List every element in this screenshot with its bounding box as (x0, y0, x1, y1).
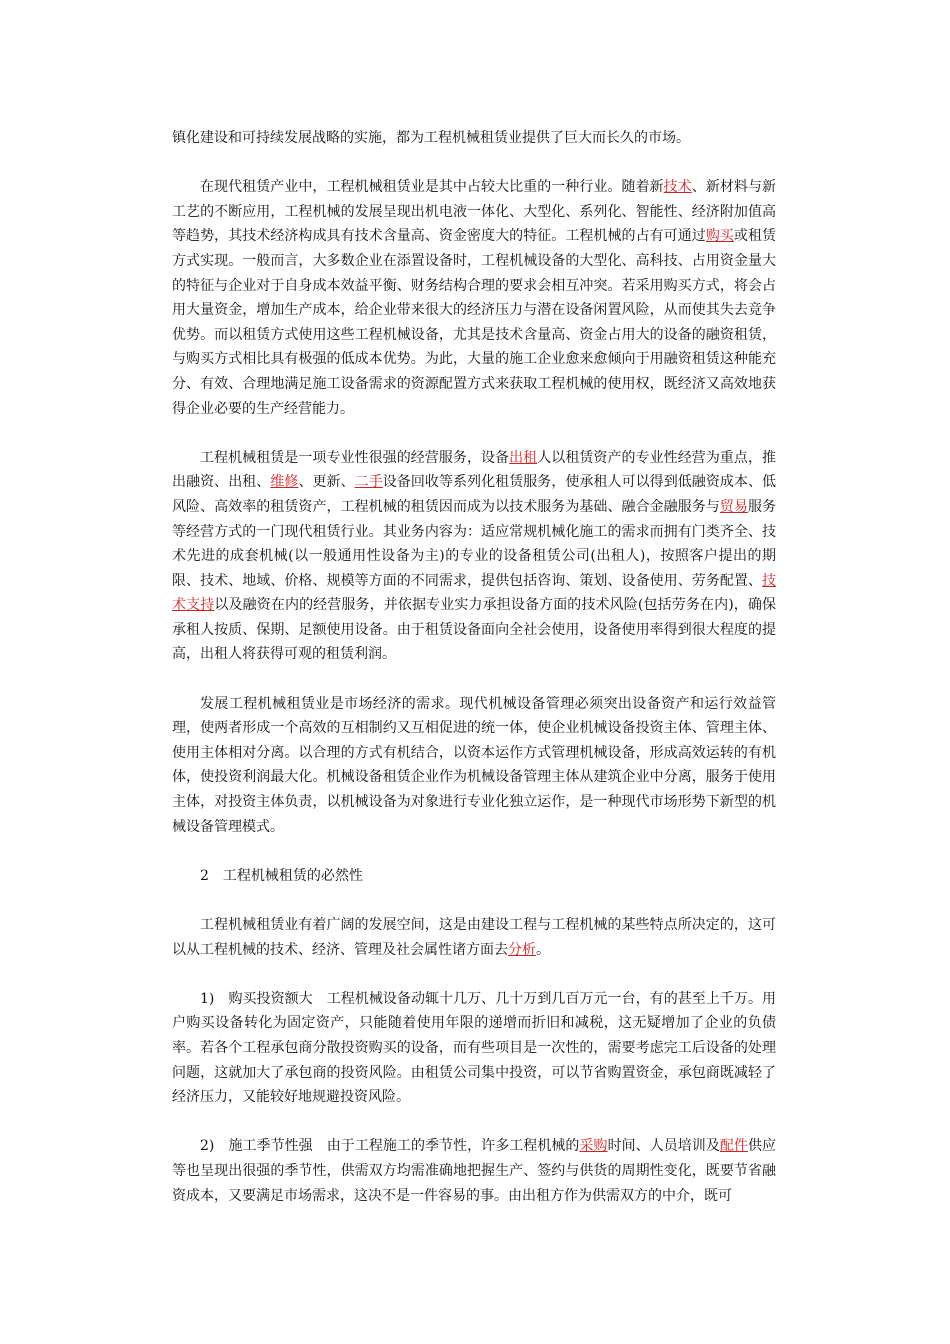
section-heading (172, 864, 776, 889)
text-run: 、新材料与新工艺的不断应用，工程机械的发展呈现出机电液一体化、大型化、系列化、智能性、经济附加值高等趋势，其技术经济构成具有技术含量高、资金密度大的特征。工程机械的占有可通过 (172, 179, 777, 245)
keyword-link[interactable]: 采购 (579, 1138, 608, 1155)
keyword-link[interactable]: 技术 (663, 179, 692, 196)
text-run: 工程机械租赁是一项专业性很强的经营服务，设备 (200, 449, 510, 466)
text-run: 服务等经营方式的一门现代租赁行业。其业务内容为：适应常规机械化施工的需求而拥有门类齐全、技术先进的成套机械(以一般通用性设备为主)的专业的设备租赁公司(出租人)，按照客户提出的期限、技术、地域、价格、规模等方面的不同需求，提供包括咨询、策划、设备使用、劳务配置、 (172, 498, 777, 589)
paragraph (172, 446, 776, 667)
keyword-link[interactable]: 贸易 (719, 498, 748, 515)
document-body (172, 126, 776, 1233)
keyword-link[interactable]: 购买 (705, 228, 734, 245)
text-run: 2 工程机械租赁的必然性 (200, 867, 363, 884)
text-run: 发展工程机械租赁业是市场经济的需求。现代机械设备管理必须突出设备资产和运行效益管理，使两者形成一个高效的互相制约又互相促进的统一体，使企业机械设备投资主体、管理主体、使用主体相对分离。以合理的方式有机结合，以资本运作方式管理机械设备，形成高效运转的有机体，使投资利润最大化。机械设备租赁企业作为机械设备管理主体从建筑企业中分离，服务于使用主体，对投资主体负责，以机械设备为对象进行专业化独立运作，是一种现代市场形势下新型的机械设备管理模式。 (172, 695, 776, 835)
text-run: 人以租赁资产的专业性经营为重点，推出融资、出租、 (172, 449, 777, 491)
paragraph (172, 987, 776, 1110)
paragraph (172, 913, 776, 962)
text-run: 、更新、 (298, 474, 355, 491)
keyword-link[interactable]: 技术支持 (172, 572, 776, 614)
keyword-link[interactable]: 配件 (719, 1138, 748, 1155)
paragraph (172, 175, 776, 421)
text-run: 或租赁方式实现。一般而言，大多数企业在添置设备时，工程机械设备的大型化、高科技、占用资金量大的特征与企业对于自身成本效益平衡、财务结构合理的要求会相互冲突。若采用购买方式，将会占用大量资金，增加生产成本，给企业带来很大的经济压力与潜在设备闲置风险，从而使其失去竞争优势。而以租赁方式使用这些工程机械设备，尤其是技术含量高、资金占用大的设备的融资租赁，与购买方式相比具有极强的低成本优势。为此，大量的施工企业愈来愈倾向于用融资租赁这种能充分、有效、合理地满足施工设备需求的资源配置方式来获取工程机械的使用权，既经济又高效地获得企业必要的生产经营能力。 (172, 228, 777, 417)
text-run: 设备回收等系列化租赁服务，使承租人可以得到低融资成本、低风险、高效率的租赁资产，工程机械的租赁因而成为以技术服务为基础、融合金融服务与 (172, 474, 777, 515)
text-run: 以及融资在内的经营服务，并依据专业实力承担设备方面的技术风险(包括劳务在内)，确保承租人按质、保期、足额使用设备。由于租赁设备面向全社会使用，设备使用率得到很大程度的提高，出租人将获得可观的租赁利润。 (172, 597, 777, 663)
keyword-link[interactable]: 分析 (508, 941, 536, 958)
text-run: 工程机械租赁业有着广阔的发展空间，这是由建设工程与工程机械的某些特点所决定的，这可以从工程机械的技术、经济、管理及社会属性诸方面去 (172, 917, 776, 958)
paragraph (172, 692, 776, 840)
paragraph (172, 1134, 776, 1208)
keyword-link[interactable]: 出租 (509, 449, 538, 466)
text-run: 在现代租赁产业中，工程机械租赁业是其中占较大比重的一种行业。随着新 (200, 179, 664, 196)
text-run: 镇化建设和可持续发展战略的实施，都为工程机械租赁业提供了巨大而长久的市场。 (172, 130, 690, 146)
keyword-link[interactable]: 二手 (354, 474, 383, 491)
text-run: 2) 施工季节性强 由于工程施工的季节性，许多工程机械的 (200, 1138, 580, 1155)
text-run: 。 (536, 941, 550, 958)
text-run: 1) 购买投资额大 工程机械设备动辄十几万、几十万到几百万元一台，有的甚至上千万。用户购买设备转化为固定资产，只能随着使用年限的递增而折旧和减税，这无疑增加了企业的负债率。若各个工程承包商分散投资购买的设备，而有些项目是一次性的，需要考虑完工后设备的处理问题，这就加大了承包商的投资风险。由租赁公司集中投资，可以节省购置资金，承包商既减轻了经济压力，又能较好地规避投资风险。 (172, 990, 776, 1106)
keyword-link[interactable]: 维修 (270, 474, 299, 491)
paragraph (172, 126, 776, 151)
text-run: 时间、人员培训及 (607, 1138, 720, 1155)
text-run: 供应等也呈现出很强的季节性，供需双方均需准确地把握生产、签约与供货的周期性变化，既要节省融资成本，又要满足市场需求，这决不是一件容易的事。由出租方作为供需双方的中介，既可 (172, 1138, 777, 1204)
